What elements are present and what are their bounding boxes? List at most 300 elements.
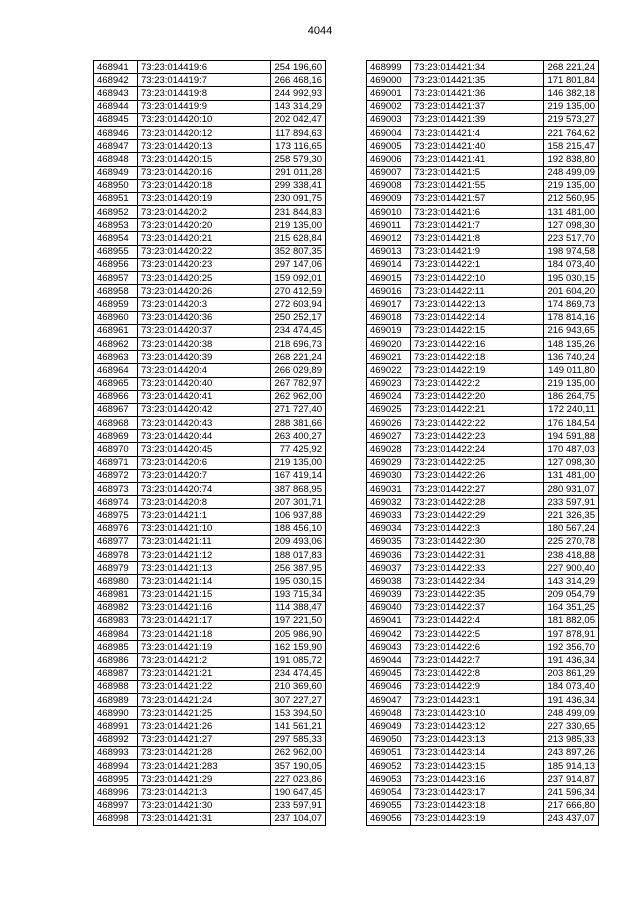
- cadastral-value: 221 764,62: [544, 126, 599, 139]
- cadastral-number: 73:23:014419:8: [138, 87, 271, 100]
- table-row: [94, 324, 326, 337]
- cadastral-value: 288 381,66: [271, 417, 326, 430]
- cadastral-number: 73:23:014421:27: [138, 733, 271, 746]
- cadastral-number: 73:23:014421:36: [411, 87, 544, 100]
- row-number: 469023: [367, 377, 411, 390]
- table-row: [94, 456, 326, 469]
- cadastral-value: 176 184,54: [544, 417, 599, 430]
- cadastral-value: 148 135,26: [544, 337, 599, 350]
- row-number: 468941: [94, 61, 138, 74]
- cadastral-value: 262 962,00: [271, 390, 326, 403]
- row-number: 468965: [94, 377, 138, 390]
- table-row: [94, 707, 326, 720]
- table-row: [367, 694, 599, 707]
- cadastral-value: 172 240,11: [544, 403, 599, 416]
- cadastral-value: 230 091,75: [271, 192, 326, 205]
- cadastral-value: 217 666,80: [544, 799, 599, 812]
- row-number: 468979: [94, 562, 138, 575]
- cadastral-number: 73:23:014421:57: [411, 192, 544, 205]
- cadastral-value: 184 073,40: [544, 258, 599, 271]
- table-row: [367, 285, 599, 298]
- cadastral-value: 352 807,35: [271, 245, 326, 258]
- table-row: [367, 258, 599, 271]
- row-number: 469031: [367, 483, 411, 496]
- cadastral-number: 73:23:014421:7: [411, 219, 544, 232]
- row-number: 469018: [367, 311, 411, 324]
- row-number: 469001: [367, 87, 411, 100]
- cadastral-value: 238 418,88: [544, 548, 599, 561]
- row-number: 468973: [94, 483, 138, 496]
- cadastral-number: 73:23:014422:23: [411, 430, 544, 443]
- row-number: 469053: [367, 773, 411, 786]
- cadastral-number: 73:23:014420:8: [138, 496, 271, 509]
- row-number: 468943: [94, 87, 138, 100]
- table-row: [367, 483, 599, 496]
- cadastral-value: 201 604,20: [544, 285, 599, 298]
- cadastral-value: 153 394,50: [271, 707, 326, 720]
- table-row: [94, 680, 326, 693]
- cadastral-number: 73:23:014421:41: [411, 153, 544, 166]
- table-row: [94, 443, 326, 456]
- cadastral-value: 272 603,94: [271, 298, 326, 311]
- cadastral-number: 73:23:014419:7: [138, 74, 271, 87]
- cadastral-value: 263 400,27: [271, 430, 326, 443]
- cadastral-number: 73:23:014420:3: [138, 298, 271, 311]
- cadastral-number: 73:23:014422:15: [411, 324, 544, 337]
- cadastral-number: 73:23:014420:45: [138, 443, 271, 456]
- table-row: [94, 100, 326, 113]
- cadastral-value: 194 591,88: [544, 430, 599, 443]
- table-row: [367, 720, 599, 733]
- cadastral-number: 73:23:014422:33: [411, 562, 544, 575]
- table-row: [94, 483, 326, 496]
- cadastral-value: 280 931,07: [544, 483, 599, 496]
- cadastral-number: 73:23:014420:25: [138, 272, 271, 285]
- row-number: 468969: [94, 430, 138, 443]
- row-number: 468990: [94, 707, 138, 720]
- cadastral-value: 174 869,73: [544, 298, 599, 311]
- cadastral-number: 73:23:014420:21: [138, 232, 271, 245]
- table-row: [94, 614, 326, 627]
- table-row: [367, 61, 599, 74]
- row-number: 468995: [94, 773, 138, 786]
- table-row: [367, 351, 599, 364]
- cadastral-number: 73:23:014423:18: [411, 799, 544, 812]
- cadastral-value: 266 468,16: [271, 74, 326, 87]
- table-row: [367, 759, 599, 772]
- cadastral-value: 268 221,24: [271, 351, 326, 364]
- row-number: 468991: [94, 720, 138, 733]
- cadastral-value: 244 992,93: [271, 87, 326, 100]
- cadastral-value: 243 897,26: [544, 746, 599, 759]
- row-number: 469032: [367, 496, 411, 509]
- cadastral-number: 73:23:014421:17: [138, 614, 271, 627]
- cadastral-value: 225 270,78: [544, 535, 599, 548]
- cadastral-value: 127 098,30: [544, 456, 599, 469]
- row-number: 469028: [367, 443, 411, 456]
- cadastral-value: 159 092,01: [271, 272, 326, 285]
- cadastral-number: 73:23:014422:3: [411, 522, 544, 535]
- table-row: [367, 746, 599, 759]
- table-row: [94, 272, 326, 285]
- cadastral-number: 73:23:014422:28: [411, 496, 544, 509]
- cadastral-number: 73:23:014420:10: [138, 113, 271, 126]
- table-row: [367, 100, 599, 113]
- cadastral-number: 73:23:014422:20: [411, 390, 544, 403]
- row-number: 468968: [94, 417, 138, 430]
- cadastral-value: 136 740,24: [544, 351, 599, 364]
- cadastral-value: 297 147,06: [271, 258, 326, 271]
- cadastral-value: 218 696,73: [271, 337, 326, 350]
- table-row: [94, 786, 326, 799]
- cadastral-value: 237 914,87: [544, 773, 599, 786]
- cadastral-number: 73:23:014420:23: [138, 258, 271, 271]
- table-row: [367, 548, 599, 561]
- cadastral-number: 73:23:014422:19: [411, 364, 544, 377]
- row-number: 469039: [367, 588, 411, 601]
- cadastral-number: 73:23:014421:11: [138, 535, 271, 548]
- table-row: [94, 61, 326, 74]
- cadastral-number: 73:23:014422:29: [411, 509, 544, 522]
- table-row: [367, 654, 599, 667]
- row-number: 469030: [367, 469, 411, 482]
- cadastral-value: 149 011,80: [544, 364, 599, 377]
- cadastral-number: 73:23:014423:12: [411, 720, 544, 733]
- row-number: 469029: [367, 456, 411, 469]
- cadastral-value: 192 838,80: [544, 153, 599, 166]
- cadastral-value: 243 437,07: [544, 812, 599, 825]
- cadastral-number: 73:23:014420:38: [138, 337, 271, 350]
- cadastral-number: 73:23:014422:2: [411, 377, 544, 390]
- table-row: [94, 720, 326, 733]
- row-number: 468947: [94, 140, 138, 153]
- row-number: 469027: [367, 430, 411, 443]
- table-row: [94, 403, 326, 416]
- row-number: 468987: [94, 667, 138, 680]
- table-row: [367, 113, 599, 126]
- cadastral-number: 73:23:014421:21: [138, 667, 271, 680]
- cadastral-number: 73:23:014420:42: [138, 403, 271, 416]
- table-row: [94, 179, 326, 192]
- row-number: 468981: [94, 588, 138, 601]
- cadastral-number: 73:23:014421:28: [138, 746, 271, 759]
- cadastral-number: 73:23:014421:55: [411, 179, 544, 192]
- row-number: 469045: [367, 667, 411, 680]
- cadastral-number: 73:23:014421:34: [411, 61, 544, 74]
- cadastral-value: 299 338,41: [271, 179, 326, 192]
- cadastral-value: 167 419,14: [271, 469, 326, 482]
- cadastral-number: 73:23:014422:27: [411, 483, 544, 496]
- table-row: [94, 166, 326, 179]
- cadastral-number: 73:23:014421:12: [138, 548, 271, 561]
- cadastral-value: 127 098,30: [544, 219, 599, 232]
- row-number: 469056: [367, 812, 411, 825]
- cadastral-number: 73:23:014420:7: [138, 469, 271, 482]
- cadastral-number: 73:23:014420:16: [138, 166, 271, 179]
- table-row: [94, 773, 326, 786]
- row-number: 469042: [367, 628, 411, 641]
- row-number: 469041: [367, 614, 411, 627]
- cadastral-value: 216 943,65: [544, 324, 599, 337]
- row-number: 468997: [94, 799, 138, 812]
- cadastral-value: 219 135,00: [271, 456, 326, 469]
- cadastral-number: 73:23:014420:4: [138, 364, 271, 377]
- row-number: 469020: [367, 337, 411, 350]
- cadastral-number: 73:23:014421:14: [138, 575, 271, 588]
- cadastral-value: 233 597,91: [271, 799, 326, 812]
- row-number: 468996: [94, 786, 138, 799]
- row-number: 468971: [94, 456, 138, 469]
- cadastral-number: 73:23:014421:22: [138, 680, 271, 693]
- cadastral-value: 188 456,10: [271, 522, 326, 535]
- table-row: [94, 206, 326, 219]
- cadastral-value: 227 023,86: [271, 773, 326, 786]
- cadastral-value: 197 221,50: [271, 614, 326, 627]
- row-number: 469012: [367, 232, 411, 245]
- cadastral-value: 213 985,33: [544, 733, 599, 746]
- row-number: 468970: [94, 443, 138, 456]
- table-row: [367, 140, 599, 153]
- table-row: [367, 74, 599, 87]
- cadastral-value: 266 029,89: [271, 364, 326, 377]
- row-number: 468963: [94, 351, 138, 364]
- table-row: [94, 799, 326, 812]
- cadastral-value: 171 801,84: [544, 74, 599, 87]
- row-number: 469006: [367, 153, 411, 166]
- cadastral-value: 181 882,05: [544, 614, 599, 627]
- table-row: [94, 746, 326, 759]
- row-number: 468945: [94, 113, 138, 126]
- row-number: 469051: [367, 746, 411, 759]
- table-row: [94, 430, 326, 443]
- row-number: 468953: [94, 219, 138, 232]
- cadastral-value: 170 487,03: [544, 443, 599, 456]
- table-row: [367, 232, 599, 245]
- cadastral-number: 73:23:014420:39: [138, 351, 271, 364]
- cadastral-number: 73:23:014420:43: [138, 417, 271, 430]
- table-row: [94, 87, 326, 100]
- cadastral-number: 73:23:014423:15: [411, 759, 544, 772]
- cadastral-number: 73:23:014421:1: [138, 509, 271, 522]
- table-row: [367, 272, 599, 285]
- table-row: [94, 417, 326, 430]
- table-row: [367, 206, 599, 219]
- cadastral-value: 158 215,47: [544, 140, 599, 153]
- table-row: [94, 364, 326, 377]
- cadastral-value: 178 814,16: [544, 311, 599, 324]
- table-row: [94, 298, 326, 311]
- cadastral-value: 131 481,00: [544, 469, 599, 482]
- cadastral-number: 73:23:014423:16: [411, 773, 544, 786]
- cadastral-value: 141 561,21: [271, 720, 326, 733]
- table-row: [94, 548, 326, 561]
- table-row: [367, 219, 599, 232]
- table-row: [94, 509, 326, 522]
- table-row: [367, 509, 599, 522]
- table-row: [94, 74, 326, 87]
- cadastral-number: 73:23:014421:40: [411, 140, 544, 153]
- cadastral-number: 73:23:014421:24: [138, 694, 271, 707]
- row-number: 469038: [367, 575, 411, 588]
- table-row: [367, 364, 599, 377]
- row-number: 468960: [94, 311, 138, 324]
- cadastral-number: 73:23:014420:13: [138, 140, 271, 153]
- cadastral-value: 227 900,40: [544, 562, 599, 575]
- cadastral-number: 73:23:014421:29: [138, 773, 271, 786]
- table-row: [94, 812, 326, 825]
- row-number: 469024: [367, 390, 411, 403]
- row-number: 469047: [367, 694, 411, 707]
- row-number: 468950: [94, 179, 138, 192]
- cadastral-number: 73:23:014422:1: [411, 258, 544, 271]
- row-number: 469054: [367, 786, 411, 799]
- table-row: [367, 126, 599, 139]
- cadastral-number: 73:23:014422:24: [411, 443, 544, 456]
- cadastral-value: 241 596,34: [544, 786, 599, 799]
- table-row: [367, 390, 599, 403]
- table-row: [94, 654, 326, 667]
- cadastral-value: 212 560,95: [544, 192, 599, 205]
- cadastral-number: 73:23:014423:1: [411, 694, 544, 707]
- cadastral-value: 209 054,79: [544, 588, 599, 601]
- table-row: [367, 87, 599, 100]
- cadastral-value: 198 974,58: [544, 245, 599, 258]
- table-row: [367, 192, 599, 205]
- row-number: 468948: [94, 153, 138, 166]
- row-number: 468956: [94, 258, 138, 271]
- row-number: 468986: [94, 654, 138, 667]
- row-number: 469055: [367, 799, 411, 812]
- cadastral-value: 195 030,15: [271, 575, 326, 588]
- table-row: [367, 614, 599, 627]
- table-row: [94, 588, 326, 601]
- table-row: [367, 311, 599, 324]
- cadastral-number: 73:23:014422:30: [411, 535, 544, 548]
- row-number: 468974: [94, 496, 138, 509]
- row-number: 469014: [367, 258, 411, 271]
- cadastral-value: 146 382,18: [544, 87, 599, 100]
- row-number: 468972: [94, 469, 138, 482]
- row-number: 469015: [367, 272, 411, 285]
- cadastral-value: 210 369,60: [271, 680, 326, 693]
- table-row: [367, 733, 599, 746]
- row-number: 468976: [94, 522, 138, 535]
- row-number: 468955: [94, 245, 138, 258]
- row-number: 469003: [367, 113, 411, 126]
- cadastral-value: 188 017,83: [271, 548, 326, 561]
- table-row: [367, 562, 599, 575]
- row-number: 469034: [367, 522, 411, 535]
- page-number: 4044: [307, 25, 333, 37]
- table-row: [94, 245, 326, 258]
- cadastral-number: 73:23:014423:17: [411, 786, 544, 799]
- row-number: 468993: [94, 746, 138, 759]
- table-row: [94, 311, 326, 324]
- cadastral-number: 73:23:014421:39: [411, 113, 544, 126]
- cadastral-number: 73:23:014421:2: [138, 654, 271, 667]
- cadastral-value: 237 104,07: [271, 812, 326, 825]
- table-row: [367, 166, 599, 179]
- row-number: 469007: [367, 166, 411, 179]
- cadastral-number: 73:23:014422:4: [411, 614, 544, 627]
- cadastral-number: 73:23:014420:41: [138, 390, 271, 403]
- cadastral-number: 73:23:014420:19: [138, 192, 271, 205]
- row-number: 468961: [94, 324, 138, 337]
- table-row: [367, 641, 599, 654]
- cadastral-number: 73:23:014421:4: [411, 126, 544, 139]
- table-row: [94, 694, 326, 707]
- cadastral-number: 73:23:014422:11: [411, 285, 544, 298]
- cadastral-value: 262 962,00: [271, 746, 326, 759]
- cadastral-value: 250 252,17: [271, 311, 326, 324]
- row-number: 468949: [94, 166, 138, 179]
- cadastral-value: 215 628,84: [271, 232, 326, 245]
- cadastral-value: 195 030,15: [544, 272, 599, 285]
- table-row: [94, 601, 326, 614]
- table-row: [367, 601, 599, 614]
- cadastral-number: 73:23:014423:10: [411, 707, 544, 720]
- cadastral-number: 73:23:014421:19: [138, 641, 271, 654]
- cadastral-number: 73:23:014422:22: [411, 417, 544, 430]
- table-row: [367, 469, 599, 482]
- table-row: [367, 153, 599, 166]
- cadastral-number: 73:23:014421:25: [138, 707, 271, 720]
- row-number: 469000: [367, 74, 411, 87]
- cadastral-value: 219 135,00: [544, 100, 599, 113]
- row-number: 468951: [94, 192, 138, 205]
- row-number: 469040: [367, 601, 411, 614]
- cadastral-number: 73:23:014420:36: [138, 311, 271, 324]
- cadastral-number: 73:23:014422:34: [411, 575, 544, 588]
- row-number: 468958: [94, 285, 138, 298]
- row-number: 468964: [94, 364, 138, 377]
- register-table-right: [366, 60, 599, 826]
- table-row: [367, 496, 599, 509]
- cadastral-value: 234 474,45: [271, 324, 326, 337]
- row-number: 468982: [94, 601, 138, 614]
- row-number: 469035: [367, 535, 411, 548]
- cadastral-number: 73:23:014420:37: [138, 324, 271, 337]
- cadastral-value: 234 474,45: [271, 667, 326, 680]
- cadastral-value: 191 436,34: [544, 654, 599, 667]
- row-number: 469033: [367, 509, 411, 522]
- cadastral-number: 73:23:014421:26: [138, 720, 271, 733]
- table-row: [367, 377, 599, 390]
- cadastral-number: 73:23:014420:74: [138, 483, 271, 496]
- cadastral-number: 73:23:014422:5: [411, 628, 544, 641]
- row-number: 468946: [94, 126, 138, 139]
- row-number: 469011: [367, 219, 411, 232]
- cadastral-number: 73:23:014422:14: [411, 311, 544, 324]
- row-number: 469044: [367, 654, 411, 667]
- table-row: [367, 575, 599, 588]
- cadastral-number: 73:23:014419:9: [138, 100, 271, 113]
- cadastral-number: 73:23:014420:15: [138, 153, 271, 166]
- cadastral-number: 73:23:014421:18: [138, 628, 271, 641]
- table-row: [367, 324, 599, 337]
- row-number: 469048: [367, 707, 411, 720]
- table-row: [367, 417, 599, 430]
- table-row: [367, 430, 599, 443]
- cadastral-number: 73:23:014420:18: [138, 179, 271, 192]
- cadastral-number: 73:23:014421:10: [138, 522, 271, 535]
- cadastral-value: 207 301,71: [271, 496, 326, 509]
- row-number: 469046: [367, 680, 411, 693]
- table-row: [94, 377, 326, 390]
- cadastral-value: 271 727,40: [271, 403, 326, 416]
- cadastral-value: 227 330,65: [544, 720, 599, 733]
- cadastral-value: 258 579,30: [271, 153, 326, 166]
